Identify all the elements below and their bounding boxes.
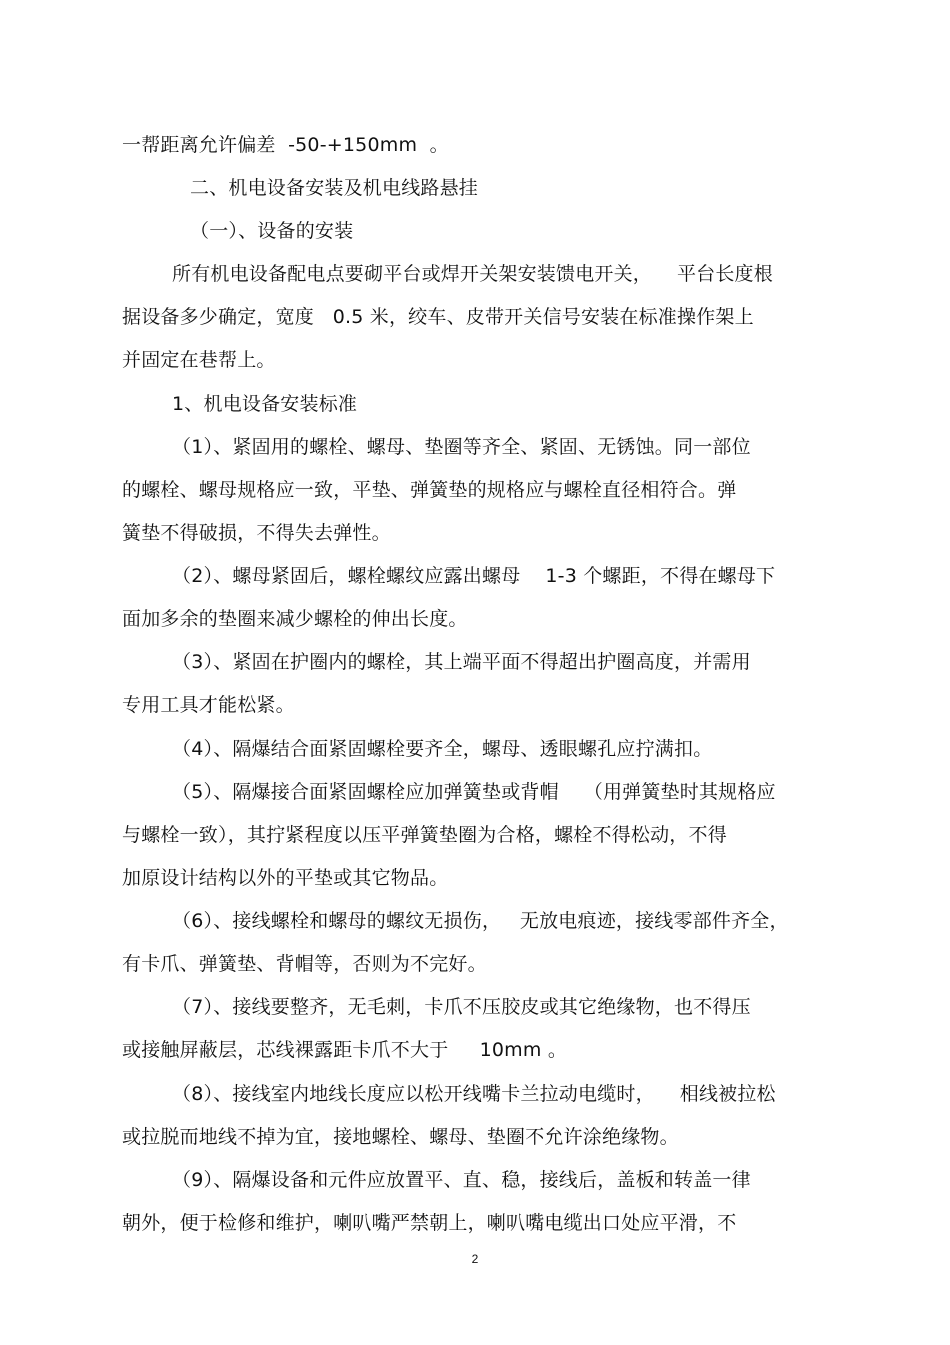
text-line: 并固定在巷帮上。 — [122, 349, 276, 371]
text-line: （8）、接线室内地线长度应以松开线嘴卡兰拉动电缆时， 相线被拉松 — [172, 1083, 776, 1105]
text-line: 面加多余的垫圈来减少螺栓的伸出长度。 — [122, 608, 468, 630]
text-line: （5）、隔爆接合面紧固螺栓应加弹簧垫或背帽 （用弹簧垫时其规格应 — [172, 781, 776, 803]
subsection-heading: （一）、设备的安装 — [190, 220, 354, 242]
text-line: 的螺栓、螺母规格应一致，平垫、弹簧垫的规格应与螺栓直径相符合。弹 — [122, 479, 737, 501]
text-line: （1）、紧固用的螺栓、螺母、垫圈等齐全、紧固、无锈蚀。同一部位 — [172, 436, 751, 458]
text-line: （7）、接线要整齐，无毛刺，卡爪不压胶皮或其它绝缘物，也不得压 — [172, 996, 751, 1018]
page-number: 2 — [471, 1252, 479, 1266]
text-line: 一帮距离允许偏差 -50-+150mm 。 — [122, 134, 449, 156]
text-line: 朝外，便于检修和维护，喇叭嘴严禁朝上，喇叭嘴电缆出口处应平滑，不 — [122, 1212, 737, 1234]
section-heading: 二、机电设备安装及机电线路悬挂 — [190, 177, 479, 199]
text-line: （6）、接线螺栓和螺母的螺纹无损伤， 无放电痕迹，接线零部件齐全， — [172, 910, 789, 932]
text-line: （3）、紧固在护圈内的螺栓，其上端平面不得超出护圈高度，并需用 — [172, 651, 751, 673]
text-line: 簧垫不得破损，不得失去弹性。 — [122, 522, 391, 544]
text-line: 专用工具才能松紧。 — [122, 694, 295, 716]
text-line: 有卡爪、弹簧垫、背帽等，否则为不完好。 — [122, 953, 487, 975]
text-line: 或接触屏蔽层，芯线裸露距卡爪不大于 10mm 。 — [122, 1039, 568, 1061]
text-line: （4）、隔爆结合面紧固螺栓要齐全，螺母、透眼螺孔应拧满扣。 — [172, 738, 713, 760]
text-line: 加原设计结构以外的平垫或其它物品。 — [122, 867, 449, 889]
text-line: 或拉脱而地线不掉为宜，接地螺栓、螺母、垫圈不允许涂绝缘物。 — [122, 1126, 679, 1148]
text-line: 据设备多少确定，宽度 0.5 米，绞车、皮带开关信号安装在标准操作架上 — [122, 306, 754, 328]
text-line: （2）、螺母紧固后，螺栓螺纹应露出螺母 1-3 个螺距，不得在螺母下 — [172, 565, 776, 587]
item-heading: 1、机电设备安装标准 — [172, 393, 358, 415]
text-line: 所有机电设备配电点要砌平台或焊开关架安装馈电开关， 平台长度根 — [172, 263, 773, 285]
text-line: 与螺栓一致），其拧紧程度以压平弹簧垫圈为合格，螺栓不得松动，不得 — [122, 824, 727, 846]
text-line: （9）、隔爆设备和元件应放置平、直、稳，接线后，盖板和转盖一律 — [172, 1169, 751, 1191]
